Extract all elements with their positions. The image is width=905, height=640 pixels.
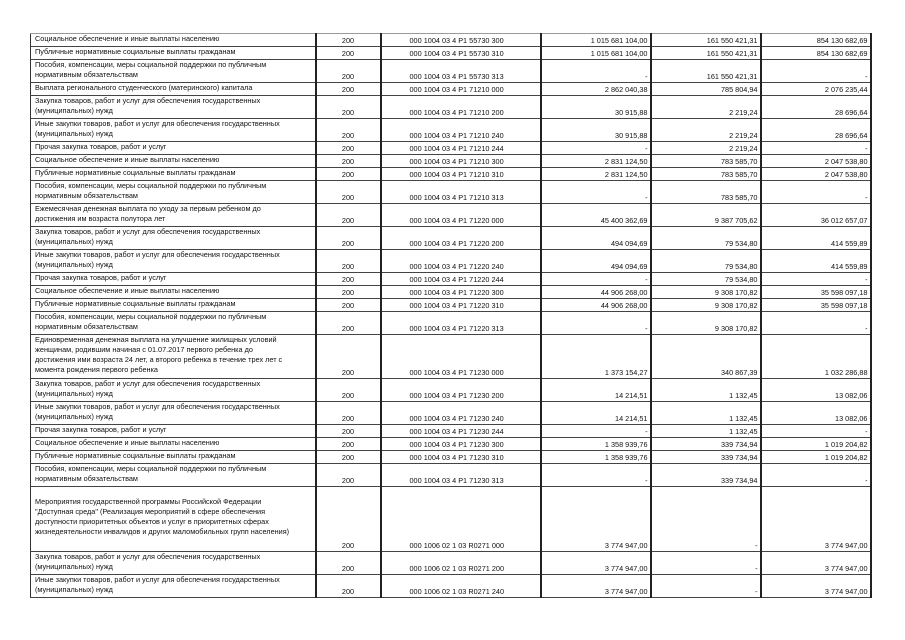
- row-line-code: 200: [316, 286, 381, 299]
- row-budget-classification-code: 000 1004 03 4 P1 71210 244: [381, 142, 541, 155]
- row-unexecuted-amount: 35 598 097,18: [761, 286, 871, 299]
- row-approved-amount: 14 214,51: [541, 379, 651, 402]
- row-unexecuted-amount: 28 696,64: [761, 119, 871, 142]
- table-row: [31, 204, 871, 227]
- table-row: [31, 312, 871, 335]
- row-approved-amount: 494 094,69: [541, 227, 651, 250]
- row-description: Закупка товаров, работ и услуг для обеспечения государственных (муниципальных) нужд: [31, 379, 316, 402]
- row-approved-amount: 45 400 362,69: [541, 204, 651, 227]
- row-unexecuted-amount: 854 130 682,69: [761, 34, 871, 47]
- row-budget-classification-code: 000 1004 03 4 P1 71220 200: [381, 227, 541, 250]
- row-description: Иные закупки товаров, работ и услуг для обеспечения государственных (муниципальных) нужд: [31, 119, 316, 142]
- row-approved-amount: -: [541, 142, 651, 155]
- row-line-code: 200: [316, 96, 381, 119]
- row-description: Публичные нормативные социальные выплаты гражданам: [31, 451, 316, 464]
- row-budget-classification-code: 000 1004 03 4 P1 71210 000: [381, 83, 541, 96]
- row-line-code: 200: [316, 402, 381, 425]
- row-budget-classification-code: 000 1004 03 4 P1 71220 310: [381, 299, 541, 312]
- table-row: [31, 142, 871, 155]
- row-budget-classification-code: 000 1004 03 4 P1 71210 200: [381, 96, 541, 119]
- row-line-code: 200: [316, 34, 381, 47]
- table-row: [31, 402, 871, 425]
- row-description: Социальное обеспечение и иные выплаты населению: [31, 155, 316, 168]
- row-description: Ежемесячная денежная выплата по уходу за первым ребенком до достижения им возраста полутора лет: [31, 204, 316, 227]
- row-description: Пособия, компенсации, меры социальной поддержки по публичным нормативным обязательствам: [31, 181, 316, 204]
- row-budget-classification-code: 000 1004 03 4 P1 71230 200: [381, 379, 541, 402]
- row-unexecuted-amount: -: [761, 312, 871, 335]
- row-approved-amount: 1 358 939,76: [541, 438, 651, 451]
- row-description: Иные закупки товаров, работ и услуг для обеспечения государственных (муниципальных) нужд: [31, 402, 316, 425]
- table-row: [31, 425, 871, 438]
- table-row: [31, 168, 871, 181]
- row-unexecuted-amount: -: [761, 425, 871, 438]
- row-approved-amount: 3 774 947,00: [541, 552, 651, 575]
- row-executed-amount: 1 132,45: [651, 425, 761, 438]
- row-approved-amount: 1 015 681 104,00: [541, 34, 651, 47]
- row-line-code: 200: [316, 181, 381, 204]
- row-line-code: 200: [316, 451, 381, 464]
- row-unexecuted-amount: 3 774 947,00: [761, 487, 871, 552]
- row-unexecuted-amount: 2 047 538,80: [761, 155, 871, 168]
- row-unexecuted-amount: 13 082,06: [761, 402, 871, 425]
- row-budget-classification-code: 000 1004 03 4 P1 71230 310: [381, 451, 541, 464]
- row-description: Иные закупки товаров, работ и услуг для обеспечения государственных (муниципальных) нужд: [31, 250, 316, 273]
- row-description: Прочая закупка товаров, работ и услуг: [31, 425, 316, 438]
- row-description: Прочая закупка товаров, работ и услуг: [31, 273, 316, 286]
- row-budget-classification-code: 000 1004 03 4 P1 71210 240: [381, 119, 541, 142]
- row-budget-classification-code: 000 1004 03 4 P1 71220 000: [381, 204, 541, 227]
- row-budget-classification-code: 000 1004 03 4 P1 71230 313: [381, 464, 541, 487]
- row-unexecuted-amount: 854 130 682,69: [761, 47, 871, 60]
- row-approved-amount: 1 358 939,76: [541, 451, 651, 464]
- row-executed-amount: -: [651, 552, 761, 575]
- row-line-code: 200: [316, 204, 381, 227]
- row-unexecuted-amount: 36 012 657,07: [761, 204, 871, 227]
- budget-execution-table: [30, 33, 872, 598]
- row-executed-amount: 161 550 421,31: [651, 34, 761, 47]
- row-executed-amount: 339 734,94: [651, 464, 761, 487]
- row-executed-amount: 783 585,70: [651, 181, 761, 204]
- row-description: Закупка товаров, работ и услуг для обеспечения государственных (муниципальных) нужд: [31, 227, 316, 250]
- row-line-code: 200: [316, 552, 381, 575]
- row-approved-amount: 44 906 268,00: [541, 286, 651, 299]
- row-approved-amount: 3 774 947,00: [541, 575, 651, 598]
- table-row: [31, 464, 871, 487]
- row-executed-amount: 9 308 170,82: [651, 286, 761, 299]
- row-description: Публичные нормативные социальные выплаты гражданам: [31, 299, 316, 312]
- row-unexecuted-amount: 28 696,64: [761, 96, 871, 119]
- row-line-code: 200: [316, 464, 381, 487]
- row-approved-amount: 1 015 681 104,00: [541, 47, 651, 60]
- row-budget-classification-code: 000 1004 03 4 P1 71230 300: [381, 438, 541, 451]
- row-description: Закупка товаров, работ и услуг для обеспечения государственных (муниципальных) нужд: [31, 552, 316, 575]
- row-description: Закупка товаров, работ и услуг для обеспечения государственных (муниципальных) нужд: [31, 96, 316, 119]
- row-line-code: 200: [316, 379, 381, 402]
- row-line-code: 200: [316, 250, 381, 273]
- row-executed-amount: 339 734,94: [651, 451, 761, 464]
- table-row: [31, 379, 871, 402]
- row-executed-amount: 2 219,24: [651, 96, 761, 119]
- row-line-code: 200: [316, 119, 381, 142]
- row-executed-amount: 161 550 421,31: [651, 47, 761, 60]
- row-unexecuted-amount: -: [761, 181, 871, 204]
- row-line-code: 200: [316, 273, 381, 286]
- row-budget-classification-code: 000 1004 03 4 P1 71220 244: [381, 273, 541, 286]
- row-description: Прочая закупка товаров, работ и услуг: [31, 142, 316, 155]
- row-approved-amount: -: [541, 425, 651, 438]
- row-budget-classification-code: 000 1004 03 4 P1 71230 240: [381, 402, 541, 425]
- table-row: [31, 575, 871, 598]
- row-description: Публичные нормативные социальные выплаты гражданам: [31, 47, 316, 60]
- table-row: [31, 286, 871, 299]
- row-approved-amount: -: [541, 312, 651, 335]
- table-row: [31, 83, 871, 96]
- row-line-code: 200: [316, 312, 381, 335]
- row-budget-classification-code: 000 1004 03 4 P1 55730 300: [381, 34, 541, 47]
- row-approved-amount: 2 831 124,50: [541, 155, 651, 168]
- row-line-code: 200: [316, 227, 381, 250]
- row-line-code: 200: [316, 168, 381, 181]
- row-executed-amount: 783 585,70: [651, 168, 761, 181]
- row-unexecuted-amount: 414 559,89: [761, 227, 871, 250]
- row-approved-amount: 1 373 154,27: [541, 335, 651, 379]
- row-executed-amount: -: [651, 575, 761, 598]
- row-executed-amount: 1 132,45: [651, 379, 761, 402]
- row-executed-amount: 79 534,80: [651, 250, 761, 273]
- row-approved-amount: 14 214,51: [541, 402, 651, 425]
- row-executed-amount: 9 308 170,82: [651, 299, 761, 312]
- table-row: [31, 250, 871, 273]
- table-row: [31, 335, 871, 379]
- table-row: [31, 451, 871, 464]
- row-approved-amount: 2 862 040,38: [541, 83, 651, 96]
- row-unexecuted-amount: 1 019 204,82: [761, 451, 871, 464]
- row-description: Социальное обеспечение и иные выплаты населению: [31, 286, 316, 299]
- table-row: [31, 47, 871, 60]
- row-description: Мероприятия государственной программы Российской Федерации "Доступная среда" (Реализация мероприятий в сфере обеспечения доступности приоритетных объектов и услуг в приоритетных сферах жизнедеятельности инвалидов и других маломобильных групп населения): [31, 487, 316, 552]
- table-row: [31, 273, 871, 286]
- row-budget-classification-code: 000 1004 03 4 P1 71230 000: [381, 335, 541, 379]
- row-line-code: 200: [316, 155, 381, 168]
- table-row: [31, 299, 871, 312]
- row-approved-amount: 30 915,88: [541, 96, 651, 119]
- table-row: [31, 60, 871, 83]
- row-executed-amount: 340 867,39: [651, 335, 761, 379]
- row-approved-amount: 494 094,69: [541, 250, 651, 273]
- row-approved-amount: 2 831 124,50: [541, 168, 651, 181]
- row-unexecuted-amount: 2 047 538,80: [761, 168, 871, 181]
- row-approved-amount: -: [541, 181, 651, 204]
- row-approved-amount: 3 774 947,00: [541, 487, 651, 552]
- row-budget-classification-code: 000 1004 03 4 P1 71210 310: [381, 168, 541, 181]
- row-line-code: 200: [316, 575, 381, 598]
- row-unexecuted-amount: -: [761, 60, 871, 83]
- row-executed-amount: 785 804,94: [651, 83, 761, 96]
- row-description: Пособия, компенсации, меры социальной поддержки по публичным нормативным обязательствам: [31, 60, 316, 83]
- row-executed-amount: 339 734,94: [651, 438, 761, 451]
- row-description: Единовременная денежная выплата на улучшение жилищных условий женщинам, родившим начиная с 01.07.2017 первого ребенка до достижения ими возраста 24 лет, а второго ребенка в течение трех лет с момента рождения первого ребенка: [31, 335, 316, 379]
- row-executed-amount: 161 550 421,31: [651, 60, 761, 83]
- row-description: Социальное обеспечение и иные выплаты населению: [31, 34, 316, 47]
- row-budget-classification-code: 000 1004 03 4 P1 55730 310: [381, 47, 541, 60]
- row-executed-amount: 9 387 705,62: [651, 204, 761, 227]
- row-executed-amount: 783 585,70: [651, 155, 761, 168]
- table-row: [31, 487, 871, 552]
- row-executed-amount: 79 534,80: [651, 227, 761, 250]
- row-line-code: 200: [316, 299, 381, 312]
- row-approved-amount: -: [541, 60, 651, 83]
- row-executed-amount: 2 219,24: [651, 119, 761, 142]
- row-executed-amount: 1 132,45: [651, 402, 761, 425]
- row-description: Иные закупки товаров, работ и услуг для обеспечения государственных (муниципальных) нужд: [31, 575, 316, 598]
- row-description: Социальное обеспечение и иные выплаты населению: [31, 438, 316, 451]
- row-approved-amount: -: [541, 464, 651, 487]
- table-row: [31, 34, 871, 47]
- row-budget-classification-code: 000 1004 03 4 P1 71220 300: [381, 286, 541, 299]
- row-line-code: 200: [316, 487, 381, 552]
- table-row: [31, 181, 871, 204]
- row-unexecuted-amount: 1 019 204,82: [761, 438, 871, 451]
- table-row: [31, 438, 871, 451]
- row-description: Выплата регионального студенческого (материнского) капитала: [31, 83, 316, 96]
- row-budget-classification-code: 000 1006 02 1 03 R0271 240: [381, 575, 541, 598]
- row-unexecuted-amount: 3 774 947,00: [761, 552, 871, 575]
- row-approved-amount: 30 915,88: [541, 119, 651, 142]
- table-row: [31, 552, 871, 575]
- row-approved-amount: -: [541, 273, 651, 286]
- row-line-code: 200: [316, 47, 381, 60]
- row-line-code: 200: [316, 335, 381, 379]
- table-row: [31, 96, 871, 119]
- row-unexecuted-amount: 35 598 097,18: [761, 299, 871, 312]
- row-budget-classification-code: 000 1004 03 4 P1 55730 313: [381, 60, 541, 83]
- row-unexecuted-amount: 13 082,06: [761, 379, 871, 402]
- row-description: Пособия, компенсации, меры социальной поддержки по публичным нормативным обязательствам: [31, 464, 316, 487]
- row-description: Пособия, компенсации, меры социальной поддержки по публичным нормативным обязательствам: [31, 312, 316, 335]
- row-unexecuted-amount: 2 076 235,44: [761, 83, 871, 96]
- row-unexecuted-amount: -: [761, 273, 871, 286]
- row-line-code: 200: [316, 425, 381, 438]
- row-executed-amount: 9 308 170,82: [651, 312, 761, 335]
- row-unexecuted-amount: -: [761, 142, 871, 155]
- table-row: [31, 119, 871, 142]
- row-budget-classification-code: 000 1004 03 4 P1 71230 244: [381, 425, 541, 438]
- row-line-code: 200: [316, 60, 381, 83]
- row-executed-amount: -: [651, 487, 761, 552]
- row-approved-amount: 44 906 268,00: [541, 299, 651, 312]
- row-executed-amount: 79 534,80: [651, 273, 761, 286]
- row-unexecuted-amount: 414 559,89: [761, 250, 871, 273]
- row-description: Публичные нормативные социальные выплаты гражданам: [31, 168, 316, 181]
- row-unexecuted-amount: 3 774 947,00: [761, 575, 871, 598]
- row-unexecuted-amount: 1 032 286,88: [761, 335, 871, 379]
- row-line-code: 200: [316, 438, 381, 451]
- row-line-code: 200: [316, 83, 381, 96]
- row-budget-classification-code: 000 1004 03 4 P1 71210 300: [381, 155, 541, 168]
- row-budget-classification-code: 000 1004 03 4 P1 71220 313: [381, 312, 541, 335]
- table-row: [31, 227, 871, 250]
- row-budget-classification-code: 000 1006 02 1 03 R0271 200: [381, 552, 541, 575]
- table-row: [31, 155, 871, 168]
- row-budget-classification-code: 000 1004 03 4 P1 71210 313: [381, 181, 541, 204]
- row-executed-amount: 2 219,24: [651, 142, 761, 155]
- row-budget-classification-code: 000 1006 02 1 03 R0271 000: [381, 487, 541, 552]
- row-budget-classification-code: 000 1004 03 4 P1 71220 240: [381, 250, 541, 273]
- row-unexecuted-amount: -: [761, 464, 871, 487]
- row-line-code: 200: [316, 142, 381, 155]
